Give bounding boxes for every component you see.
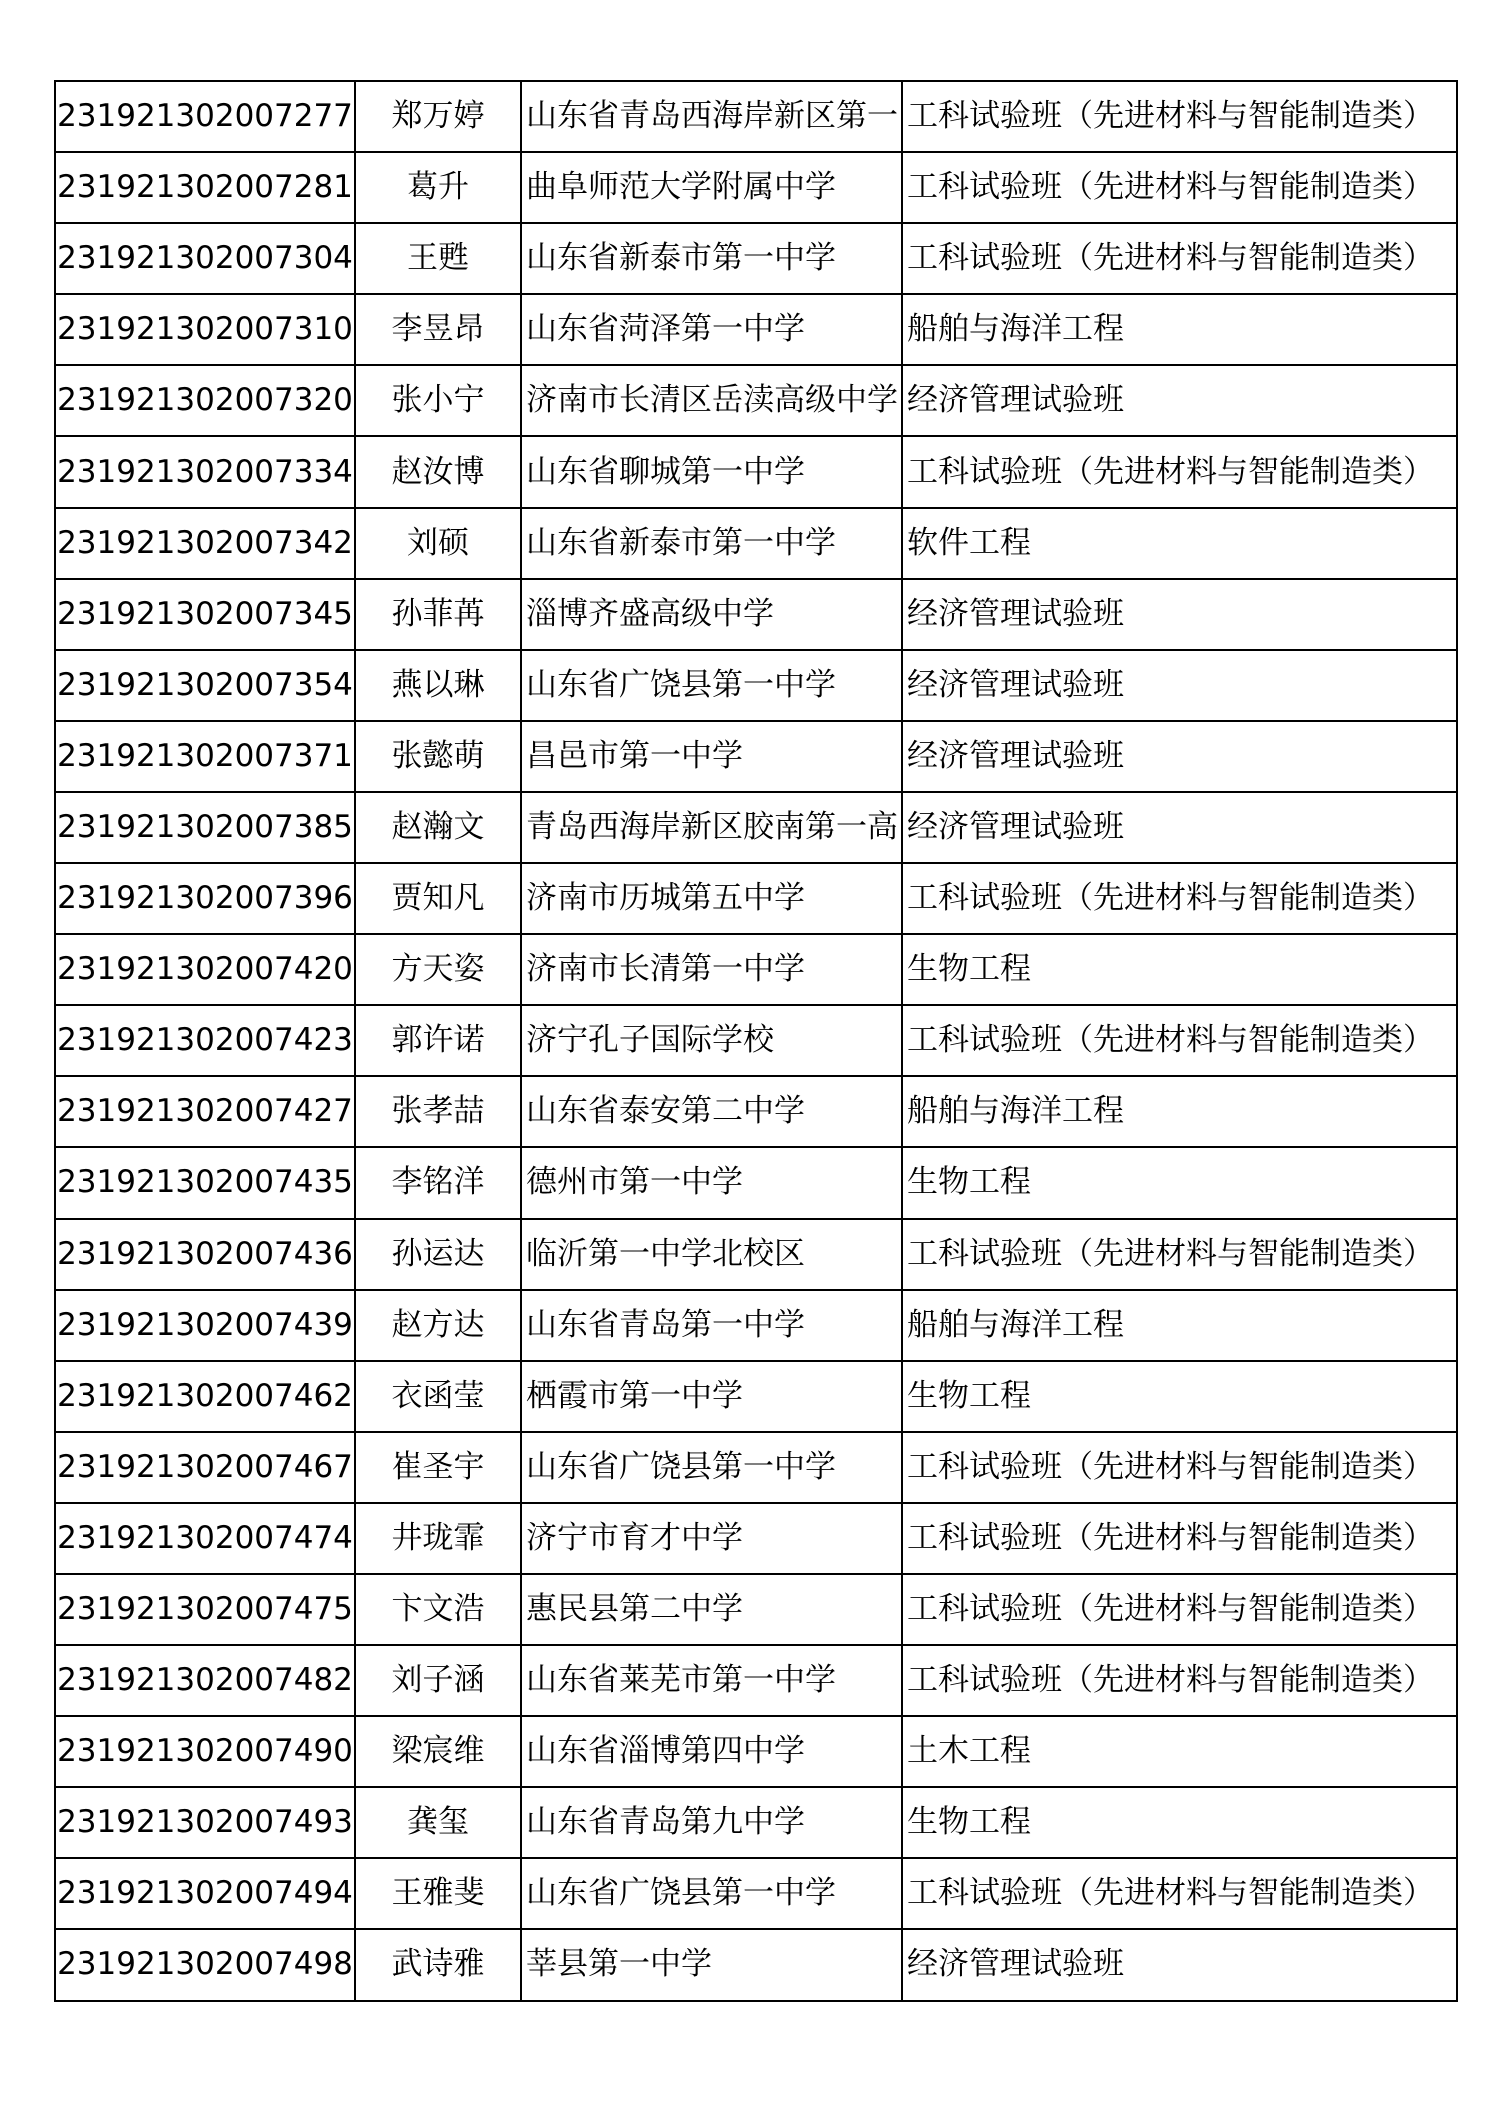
student-name-cell: 孙菲苒 [355,579,521,650]
candidate-id-cell: 231921302007345 [55,579,355,650]
school-cell: 山东省聊城第一中学 [521,436,902,507]
student-name-cell: 龚玺 [355,1787,521,1858]
school-cell: 山东省广饶县第一中学 [521,650,902,721]
major-cell: 经济管理试验班 [902,650,1457,721]
student-name-cell: 张孝喆 [355,1076,521,1147]
major-cell: 船舶与海洋工程 [902,1290,1457,1361]
school-cell: 山东省菏泽第一中学 [521,294,902,365]
candidate-id-cell: 231921302007436 [55,1219,355,1290]
student-name-cell: 贾知凡 [355,863,521,934]
table-row [55,1716,1457,1787]
table-row [55,1219,1457,1290]
table-row [55,1361,1457,1432]
student-name-cell: 方天姿 [355,934,521,1005]
student-name-cell: 刘子涵 [355,1645,521,1716]
table-row [55,1574,1457,1645]
major-cell: 工科试验班（先进材料与智能制造类） [902,1503,1457,1574]
school-cell: 山东省新泰市第一中学 [521,508,902,579]
major-cell: 工科试验班（先进材料与智能制造类） [902,1219,1457,1290]
major-cell: 经济管理试验班 [902,721,1457,792]
student-name-cell: 王甦 [355,223,521,294]
candidate-id-cell: 231921302007354 [55,650,355,721]
school-cell: 济宁孔子国际学校 [521,1005,902,1076]
major-cell: 生物工程 [902,1361,1457,1432]
major-cell: 土木工程 [902,1716,1457,1787]
major-cell: 经济管理试验班 [902,579,1457,650]
candidate-id-cell: 231921302007320 [55,365,355,436]
student-name-cell: 卞文浩 [355,1574,521,1645]
major-cell: 工科试验班（先进材料与智能制造类） [902,863,1457,934]
school-cell: 曲阜师范大学附属中学 [521,152,902,223]
school-cell: 临沂第一中学北校区 [521,1219,902,1290]
student-name-cell: 赵瀚文 [355,792,521,863]
candidate-id-cell: 231921302007439 [55,1290,355,1361]
admission-list-table [54,80,1458,2002]
school-cell: 昌邑市第一中学 [521,721,902,792]
student-name-cell: 崔圣宇 [355,1432,521,1503]
school-cell: 惠民县第二中学 [521,1574,902,1645]
school-cell: 山东省青岛第一中学 [521,1290,902,1361]
student-name-cell: 葛升 [355,152,521,223]
student-name-cell: 李铭洋 [355,1147,521,1218]
school-cell: 栖霞市第一中学 [521,1361,902,1432]
student-name-cell: 梁宸维 [355,1716,521,1787]
major-cell: 工科试验班（先进材料与智能制造类） [902,1858,1457,1929]
table-row [55,508,1457,579]
school-cell: 莘县第一中学 [521,1929,902,2000]
candidate-id-cell: 231921302007334 [55,436,355,507]
major-cell: 经济管理试验班 [902,792,1457,863]
student-name-cell: 井珑霏 [355,1503,521,1574]
student-name-cell: 燕以琳 [355,650,521,721]
table-row [55,223,1457,294]
major-cell: 生物工程 [902,934,1457,1005]
school-cell: 淄博齐盛高级中学 [521,579,902,650]
major-cell: 工科试验班（先进材料与智能制造类） [902,152,1457,223]
table-row [55,294,1457,365]
candidate-id-cell: 231921302007420 [55,934,355,1005]
school-cell: 山东省新泰市第一中学 [521,223,902,294]
student-name-cell: 王雅斐 [355,1858,521,1929]
table-row [55,1787,1457,1858]
candidate-id-cell: 231921302007494 [55,1858,355,1929]
table-row [55,1005,1457,1076]
major-cell: 工科试验班（先进材料与智能制造类） [902,1005,1457,1076]
student-name-cell: 郭许诺 [355,1005,521,1076]
major-cell: 工科试验班（先进材料与智能制造类） [902,1574,1457,1645]
candidate-id-cell: 231921302007462 [55,1361,355,1432]
school-cell: 山东省淄博第四中学 [521,1716,902,1787]
major-cell: 工科试验班（先进材料与智能制造类） [902,81,1457,152]
major-cell: 生物工程 [902,1787,1457,1858]
table-row [55,1147,1457,1218]
candidate-id-cell: 231921302007385 [55,792,355,863]
table-row [55,365,1457,436]
candidate-id-cell: 231921302007475 [55,1574,355,1645]
candidate-id-cell: 231921302007482 [55,1645,355,1716]
school-cell: 济南市历城第五中学 [521,863,902,934]
major-cell: 生物工程 [902,1147,1457,1218]
student-name-cell: 张懿萌 [355,721,521,792]
school-cell: 山东省青岛西海岸新区第一 [521,81,902,152]
school-cell: 济南市长清区岳渎高级中学 [521,365,902,436]
table-row [55,1858,1457,1929]
table-row [55,579,1457,650]
table-row [55,152,1457,223]
candidate-id-cell: 231921302007498 [55,1929,355,2000]
student-name-cell: 赵方达 [355,1290,521,1361]
table-row [55,1432,1457,1503]
table-row [55,792,1457,863]
major-cell: 工科试验班（先进材料与智能制造类） [902,1432,1457,1503]
major-cell: 软件工程 [902,508,1457,579]
school-cell: 济宁市育才中学 [521,1503,902,1574]
candidate-id-cell: 231921302007310 [55,294,355,365]
student-name-cell: 赵汝博 [355,436,521,507]
student-name-cell: 武诗雅 [355,1929,521,2000]
student-name-cell: 衣函莹 [355,1361,521,1432]
table-row [55,1503,1457,1574]
candidate-id-cell: 231921302007423 [55,1005,355,1076]
student-name-cell: 李昱昂 [355,294,521,365]
school-cell: 德州市第一中学 [521,1147,902,1218]
table-row [55,721,1457,792]
table-row [55,1645,1457,1716]
candidate-id-cell: 231921302007396 [55,863,355,934]
school-cell: 青岛西海岸新区胶南第一高 [521,792,902,863]
school-cell: 山东省广饶县第一中学 [521,1432,902,1503]
table-row [55,650,1457,721]
table-row [55,81,1457,152]
major-cell: 工科试验班（先进材料与智能制造类） [902,1645,1457,1716]
school-cell: 山东省青岛第九中学 [521,1787,902,1858]
candidate-id-cell: 231921302007342 [55,508,355,579]
major-cell: 工科试验班（先进材料与智能制造类） [902,223,1457,294]
candidate-id-cell: 231921302007281 [55,152,355,223]
candidate-id-cell: 231921302007427 [55,1076,355,1147]
student-name-cell: 郑万婷 [355,81,521,152]
candidate-id-cell: 231921302007474 [55,1503,355,1574]
school-cell: 山东省泰安第二中学 [521,1076,902,1147]
major-cell: 船舶与海洋工程 [902,1076,1457,1147]
major-cell: 工科试验班（先进材料与智能制造类） [902,436,1457,507]
candidate-id-cell: 231921302007371 [55,721,355,792]
table-row [55,1290,1457,1361]
candidate-id-cell: 231921302007490 [55,1716,355,1787]
student-name-cell: 刘硕 [355,508,521,579]
school-cell: 山东省莱芜市第一中学 [521,1645,902,1716]
candidate-id-cell: 231921302007467 [55,1432,355,1503]
table-row [55,1929,1457,2000]
major-cell: 经济管理试验班 [902,1929,1457,2000]
student-name-cell: 张小宁 [355,365,521,436]
candidate-id-cell: 231921302007435 [55,1147,355,1218]
major-cell: 船舶与海洋工程 [902,294,1457,365]
table-body [55,81,1457,2001]
table-row [55,863,1457,934]
candidate-id-cell: 231921302007304 [55,223,355,294]
table-row [55,1076,1457,1147]
major-cell: 经济管理试验班 [902,365,1457,436]
school-cell: 济南市长清第一中学 [521,934,902,1005]
school-cell: 山东省广饶县第一中学 [521,1858,902,1929]
candidate-id-cell: 231921302007493 [55,1787,355,1858]
table-row [55,934,1457,1005]
candidate-id-cell: 231921302007277 [55,81,355,152]
table-row [55,436,1457,507]
student-name-cell: 孙运达 [355,1219,521,1290]
